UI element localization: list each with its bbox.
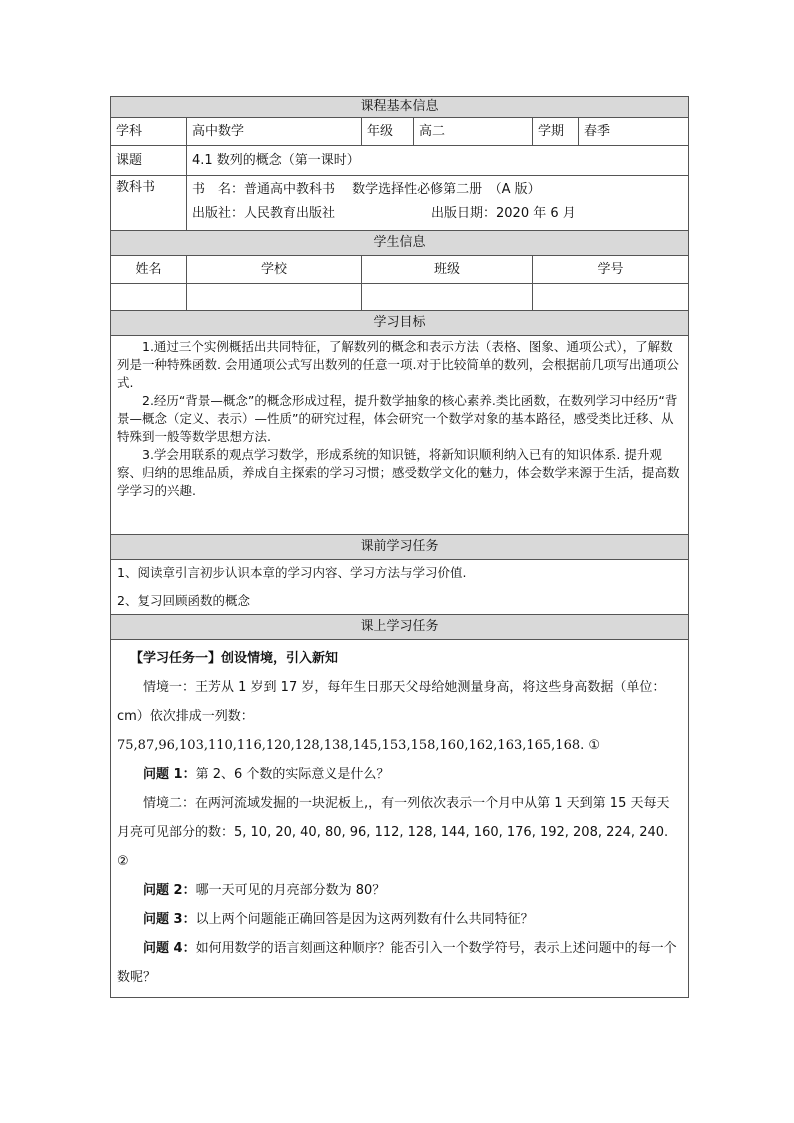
topic-value: 4.1 数列的概念（第一课时）	[187, 146, 689, 176]
task1-title: 【学习任务一】创设情境，引入新知	[130, 651, 339, 666]
question2-text: 哪一天可见的月亮部分数为 80？	[195, 883, 386, 898]
class-label: 班级	[362, 256, 533, 284]
class-field[interactable]	[362, 284, 533, 311]
name-field[interactable]	[111, 284, 187, 311]
topic-label: 课题	[111, 146, 187, 176]
lesson-plan-document	[110, 96, 688, 998]
subject-label: 学科	[111, 118, 187, 146]
question3-label: 问题 3：	[143, 912, 196, 927]
pre-tasks-header: 课前学习任务	[111, 535, 689, 560]
pre-tasks-content	[111, 560, 689, 615]
textbook-title-line: 书 名：普通高中教科书 数学选择性必修第二册 （A 版）	[192, 182, 541, 197]
pre-task-item: 2、复习回顾函数的概念	[117, 593, 250, 608]
course-info-header: 课程基本信息	[111, 97, 689, 118]
grade-label: 年级	[362, 118, 414, 146]
question3-text: 以上两个问题能正确回答是因为这两列数有什么共同特征？	[195, 912, 534, 927]
subject-value: 高中数学	[187, 118, 362, 146]
lesson-plan-table	[110, 96, 689, 998]
term-label: 学期	[533, 118, 579, 146]
textbook-publisher-line	[192, 202, 683, 226]
student-id-label: 学号	[533, 256, 689, 284]
school-label: 学校	[187, 256, 362, 284]
question1-text: 第 2、6 个数的实际意义是什么？	[195, 767, 390, 782]
name-label: 姓名	[111, 256, 187, 284]
textbook-publisher: 出版社：人民教育出版社	[192, 206, 336, 221]
grade-value: 高二	[414, 118, 533, 146]
class-tasks-header: 课上学习任务	[111, 615, 689, 640]
scene1-data: 75,87,96,103,110,116,120,128,138,145,153,158,160,162,163,165,168. ①	[117, 738, 601, 753]
goal-item: 1.通过三个实例概括出共同特征，了解数列的概念和表示方法（表格、图象、通项公式），了解数列是一种特殊函数. 会用通项公式写出数列的任意一项.对于比较简单的数列，会根据前几项写出通项公式.	[117, 339, 679, 390]
question2-label: 问题 2：	[143, 883, 196, 898]
school-field[interactable]	[187, 284, 362, 311]
scene1-text: 情境一：王芳从 1 岁到 17 岁，每年生日那天父母给她测量身高，将这些身高数据（单位：cm）依次排成一列数：	[117, 680, 666, 724]
goals-content	[111, 336, 689, 535]
student-info-header: 学生信息	[111, 231, 689, 256]
scene2-text: 情境二：在两河流域发掘的一块泥板上,，有一列依次表示一个月中从第 1 天到第 15 天每天月亮可见部分的数：5, 10, 20, 40, 80, 96, 112, 128, 144, 160, 176, 192, 208, 224, 240. ②	[117, 796, 670, 869]
goal-item: 2.经历“背景—概念”的概念形成过程，提升数学抽象的核心素养.类比函数，在数列学习中经历“背景—概念（定义、表示）—性质”的研究过程，体会研究一个数学对象的基本路径，感受类比迁移、从特殊到一般等数学思想方法.	[117, 393, 678, 444]
textbook-label: 教科书	[111, 176, 187, 231]
textbook-info	[187, 176, 689, 231]
student-id-field[interactable]	[533, 284, 689, 311]
goals-header: 学习目标	[111, 311, 689, 336]
pre-task-item: 1、阅读章引言初步认识本章的学习内容、学习方法与学习价值.	[117, 565, 467, 580]
term-value: 春季	[579, 118, 689, 146]
question1-label: 问题 1：	[143, 767, 196, 782]
goal-item: 3.学会用联系的观点学习数学，形成系统的知识链，将新知识顺利纳入已有的知识体系. 提升观察、归纳的思维品质，养成自主探索的学习习惯；感受数学文化的魅力，体会数学来源于生活，提高数学学习的兴趣.	[117, 447, 680, 498]
textbook-date: 出版日期：2020 年 6 月	[431, 206, 576, 221]
question4-label: 问题 4：	[143, 941, 196, 956]
question4-text: 如何用数学的语言刻画这种顺序？能否引入一个数学符号，表示上述问题中的每一个数呢？	[117, 941, 677, 985]
class-tasks-content	[111, 640, 689, 998]
